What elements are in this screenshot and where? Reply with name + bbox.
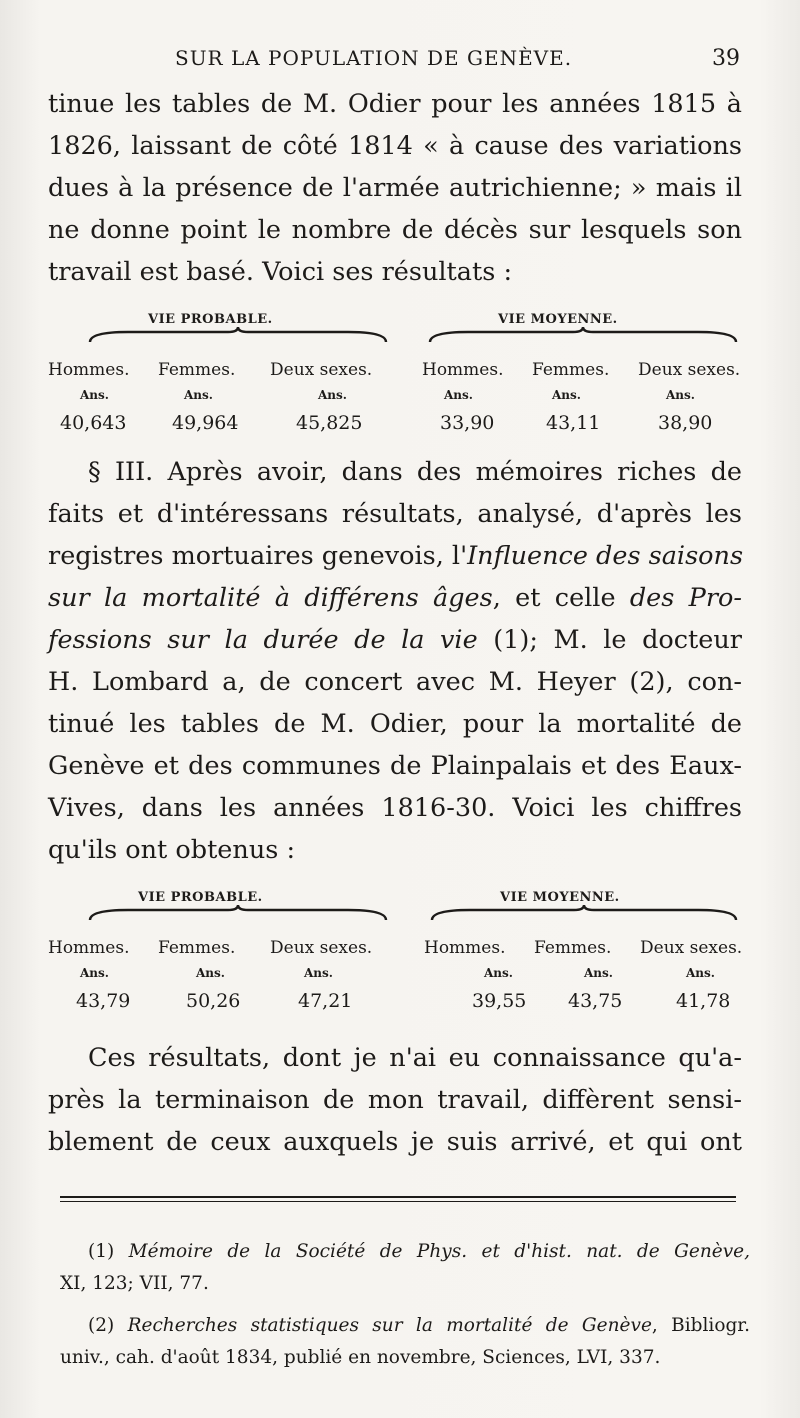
col-header: Femmes. xyxy=(158,360,236,380)
text-line: Genève et des communes de Plainpalais et des Eaux- xyxy=(48,751,742,781)
life-table-1 xyxy=(48,312,748,442)
life-table-2 xyxy=(48,890,748,1020)
page-header xyxy=(60,46,740,76)
table-value: 43,11 xyxy=(546,412,601,434)
text-line: Vives, dans les années 1816-30. Voici les chiffres xyxy=(48,793,742,823)
col-header: Hommes. xyxy=(48,360,130,380)
col-header: Hommes. xyxy=(422,360,504,380)
unit-label: Ans. xyxy=(484,966,513,980)
table-value: 43,79 xyxy=(76,990,131,1012)
table-value: 41,78 xyxy=(676,990,731,1012)
text-line: dues à la présence de l'armée autrichienne; » mais il xyxy=(48,173,742,203)
table-value: 50,26 xyxy=(186,990,241,1012)
page-number: 39 xyxy=(712,46,740,71)
text-line: tinué les tables de M. Odier, pour la mortalité de xyxy=(48,709,742,739)
col-header: Hommes. xyxy=(48,938,130,958)
unit-label: Ans. xyxy=(686,966,715,980)
unit-label: Ans. xyxy=(444,388,473,402)
text-line: H. Lombard a, de concert avec M. Heyer (2), con- xyxy=(48,667,742,697)
footnote-1: (1) Mémoire de la Société de Phys. et d'hist. nat. de Genève, xyxy=(88,1241,751,1262)
group-label-moyenne: VIE MOYENNE. xyxy=(500,890,620,905)
text-line: registres mortuaires genevois, l'Influence des saisons xyxy=(48,541,744,571)
col-header: Femmes. xyxy=(534,938,612,958)
col-header: Deux sexes. xyxy=(638,360,741,380)
text-line: sur la mortalité à différens âges, et celle des Pro- xyxy=(48,583,742,613)
text-line: 1826, laissant de côté 1814 « à cause des variations xyxy=(48,131,742,161)
unit-label: Ans. xyxy=(80,388,109,402)
table-value: 33,90 xyxy=(440,412,495,434)
unit-label: Ans. xyxy=(584,966,613,980)
table-value: 49,964 xyxy=(172,412,239,434)
col-header: Hommes. xyxy=(424,938,506,958)
table-value: 39,55 xyxy=(472,990,527,1012)
unit-label: Ans. xyxy=(184,388,213,402)
text-line: § III. Après avoir, dans des mémoires riches de xyxy=(88,457,742,487)
table-value: 40,643 xyxy=(60,412,127,434)
col-header: Deux sexes. xyxy=(270,360,373,380)
unit-label: Ans. xyxy=(552,388,581,402)
col-header: Femmes. xyxy=(532,360,610,380)
brace-left xyxy=(88,904,388,922)
group-label-probable: VIE PROBABLE. xyxy=(138,890,263,905)
group-label-probable: VIE PROBABLE. xyxy=(148,312,273,327)
table-value: 45,825 xyxy=(296,412,363,434)
table-value: 38,90 xyxy=(658,412,713,434)
text-line: près la terminaison de mon travail, diffèrent sensi- xyxy=(48,1085,742,1115)
text-line: qu'ils ont obtenus : xyxy=(48,835,296,865)
unit-label: Ans. xyxy=(304,966,333,980)
text-line: travail est basé. Voici ses résultats : xyxy=(48,257,513,287)
text-line: blement de ceux auxquels je suis arrivé, et qui ont xyxy=(48,1127,742,1157)
col-header: Deux sexes. xyxy=(270,938,373,958)
running-title: SUR LA POPULATION DE GENÈVE. xyxy=(175,46,573,70)
unit-label: Ans. xyxy=(196,966,225,980)
table-value: 43,75 xyxy=(568,990,623,1012)
brace-right xyxy=(428,326,738,344)
footnote-1-cont: XI, 123; VII, 77. xyxy=(60,1273,209,1294)
footnote-2: (2) Recherches statistiques sur la mortalité de Genève, Bibliogr. xyxy=(88,1315,751,1336)
unit-label: Ans. xyxy=(318,388,347,402)
brace-right xyxy=(430,904,738,922)
table-value: 47,21 xyxy=(298,990,353,1012)
text-line: fessions sur la durée de la vie (1); M. le docteur xyxy=(48,625,742,655)
footnote-rule xyxy=(60,1196,736,1198)
text-line: faits et d'intéressans résultats, analysé, d'après les xyxy=(48,499,742,529)
footnote-2-cont: univ., cah. d'août 1834, publié en novembre, Sciences, LVI, 337. xyxy=(60,1347,661,1368)
col-header: Femmes. xyxy=(158,938,236,958)
unit-label: Ans. xyxy=(80,966,109,980)
text-line: tinue les tables de M. Odier pour les années 1815 à xyxy=(48,89,742,119)
text-line: ne donne point le nombre de décès sur lesquels son xyxy=(48,215,742,245)
footnote-rule-thin xyxy=(60,1201,736,1202)
group-label-moyenne: VIE MOYENNE. xyxy=(498,312,618,327)
text-line: Ces résultats, dont je n'ai eu connaissance qu'a- xyxy=(88,1043,742,1073)
brace-left xyxy=(88,326,388,344)
unit-label: Ans. xyxy=(666,388,695,402)
col-header: Deux sexes. xyxy=(640,938,743,958)
